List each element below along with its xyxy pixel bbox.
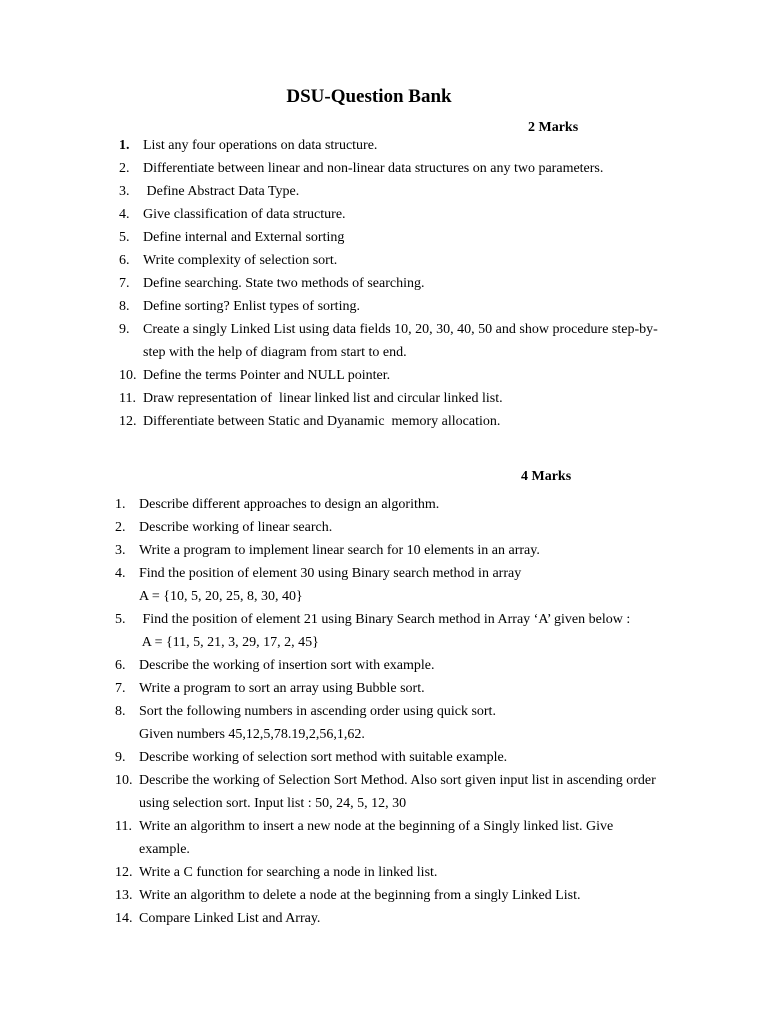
question-item <box>0 884 700 907</box>
question-item <box>0 746 700 769</box>
question-number: 1. <box>115 497 126 512</box>
question-list-2-marks <box>0 134 700 433</box>
question-number: 4. <box>119 207 130 222</box>
question-text: Write a C function for searching a node in linked list. <box>139 865 438 880</box>
question-number: 5. <box>119 230 130 245</box>
question-text: A = {10, 5, 20, 25, 8, 30, 40} <box>139 589 303 604</box>
question-number: 4. <box>115 566 126 581</box>
question-number: 12. <box>115 865 133 880</box>
question-text: Compare Linked List and Array. <box>139 911 321 926</box>
question-text: Write a program to sort an array using Bubble sort. <box>139 681 425 696</box>
question-text: Describe the working of Selection Sort Method. Also sort given input list in ascending order <box>139 773 656 788</box>
question-number: 11. <box>119 391 136 406</box>
question-text: Define Abstract Data Type. <box>143 184 300 199</box>
question-number: 3. <box>115 543 126 558</box>
question-item <box>0 654 700 677</box>
question-number: 6. <box>115 658 126 673</box>
question-text: Create a singly Linked List using data fields 10, 20, 30, 40, 50 and show procedure step-by- <box>143 322 658 337</box>
question-text: Write complexity of selection sort. <box>143 253 338 268</box>
question-text: Define the terms Pointer and NULL pointer. <box>143 368 391 383</box>
question-text: A = {11, 5, 21, 3, 29, 17, 2, 45} <box>139 635 319 650</box>
question-text: Sort the following numbers in ascending order using quick sort. <box>139 704 496 719</box>
question-text: Describe working of selection sort method with suitable example. <box>139 750 508 765</box>
question-item <box>0 493 700 516</box>
question-item <box>0 134 700 157</box>
question-number: 7. <box>115 681 126 696</box>
question-number: 14. <box>115 911 133 926</box>
question-number: 6. <box>119 253 130 268</box>
question-list-4-marks <box>0 493 700 930</box>
page-title: DSU-Question Bank <box>286 86 452 107</box>
question-item <box>0 364 700 387</box>
section-heading-2-marks: 2 Marks <box>528 120 579 135</box>
question-number: 12. <box>119 414 137 429</box>
question-item <box>0 318 700 341</box>
question-number: 8. <box>119 299 130 314</box>
question-continuation <box>0 341 700 364</box>
question-item <box>0 700 700 723</box>
question-item <box>0 769 700 792</box>
question-text: step with the help of diagram from start to end. <box>143 345 407 360</box>
question-item <box>0 861 700 884</box>
question-continuation <box>0 631 700 654</box>
question-number: 1. <box>119 138 130 153</box>
question-text: List any four operations on data structure. <box>143 138 378 153</box>
question-text: Given numbers 45,12,5,78.19,2,56,1,62. <box>139 727 365 742</box>
question-item <box>0 272 700 295</box>
question-text: Describe the working of insertion sort with example. <box>139 658 435 673</box>
question-continuation <box>0 723 700 746</box>
question-item <box>0 516 700 539</box>
question-continuation <box>0 838 700 861</box>
question-continuation <box>0 792 700 815</box>
question-number: 3. <box>119 184 130 199</box>
question-item <box>0 677 700 700</box>
question-number: 10. <box>119 368 137 383</box>
question-number: 11. <box>115 819 132 834</box>
question-text: Differentiate between linear and non-linear data structures on any two parameters. <box>143 161 604 176</box>
question-item <box>0 539 700 562</box>
question-number: 13. <box>115 888 133 903</box>
question-number: 2. <box>115 520 126 535</box>
question-item <box>0 815 700 838</box>
question-item <box>0 295 700 318</box>
question-number: 9. <box>119 322 130 337</box>
question-text: Describe working of linear search. <box>139 520 333 535</box>
question-item <box>0 410 700 433</box>
question-text: Define searching. State two methods of searching. <box>143 276 425 291</box>
question-text: Write an algorithm to insert a new node at the beginning of a Singly linked list. Give <box>139 819 614 834</box>
question-text: Describe different approaches to design an algorithm. <box>139 497 440 512</box>
question-item <box>0 226 700 249</box>
question-text: Write an algorithm to delete a node at the beginning from a singly Linked List. <box>139 888 581 903</box>
question-item <box>0 562 700 585</box>
question-number: 9. <box>115 750 126 765</box>
question-item <box>0 608 700 631</box>
question-text: Define sorting? Enlist types of sorting. <box>143 299 360 314</box>
question-text: Write a program to implement linear search for 10 elements in an array. <box>139 543 540 558</box>
question-text: using selection sort. Input list : 50, 24, 5, 12, 30 <box>139 796 407 811</box>
question-item <box>0 907 700 930</box>
question-number: 10. <box>115 773 133 788</box>
question-number: 8. <box>115 704 126 719</box>
question-text: Define internal and External sorting <box>143 230 345 245</box>
question-text: Find the position of element 30 using Binary search method in array <box>139 566 522 581</box>
question-number: 7. <box>119 276 130 291</box>
question-number: 5. <box>115 612 126 627</box>
question-text: Draw representation of linear linked list and circular linked list. <box>143 391 503 406</box>
question-number: 2. <box>119 161 130 176</box>
section-heading-4-marks: 4 Marks <box>521 469 572 484</box>
question-item <box>0 249 700 272</box>
question-continuation <box>0 585 700 608</box>
question-item <box>0 180 700 203</box>
question-item <box>0 203 700 226</box>
question-item <box>0 157 700 180</box>
question-item <box>0 387 700 410</box>
question-text: Find the position of element 21 using Binary Search method in Array ‘A’ given below : <box>139 612 631 627</box>
question-text: Give classification of data structure. <box>143 207 346 222</box>
question-text: Differentiate between Static and Dyanamic memory allocation. <box>143 414 501 429</box>
question-text: example. <box>139 842 190 857</box>
